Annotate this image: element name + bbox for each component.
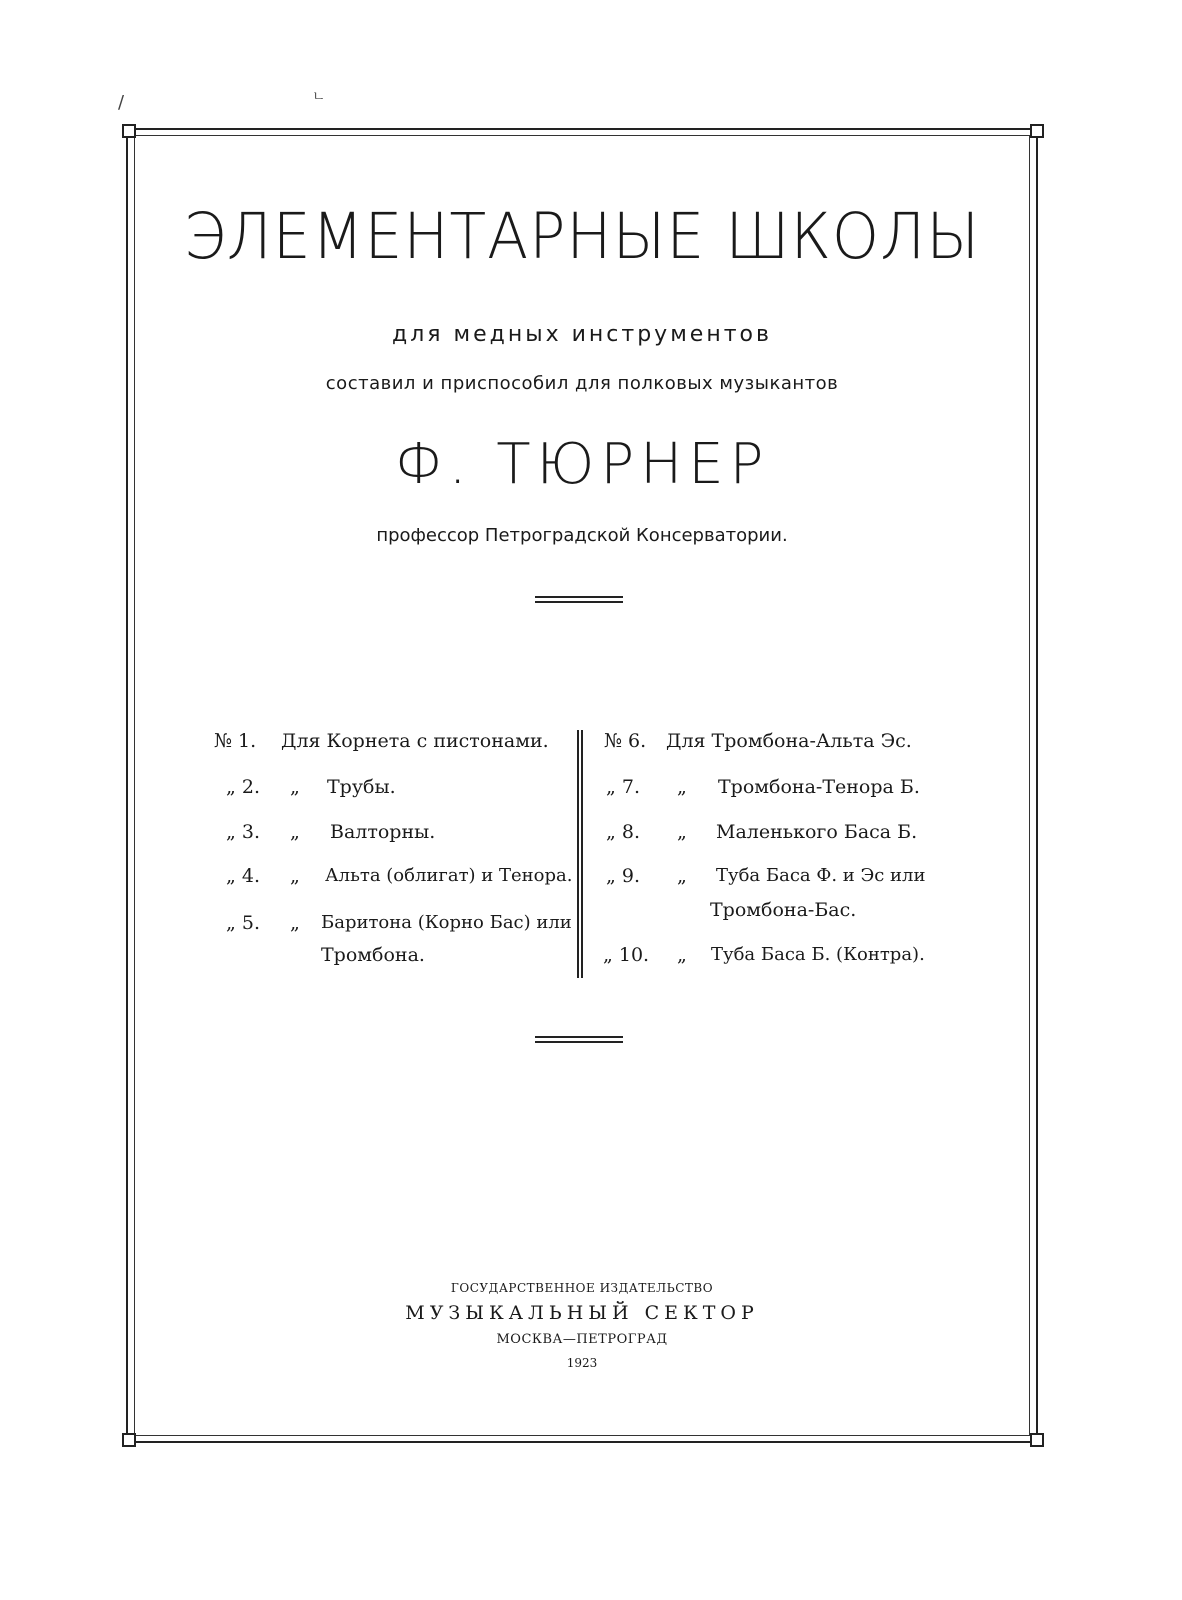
border-corner [1030,1433,1044,1447]
list-item-number: № 6. [604,730,647,752]
list-item-name: Трубы. [327,776,396,798]
stray-mark: ㄴ [312,89,326,105]
list-item-number: „ 7. [606,776,641,798]
list-item-number: „ 9. [606,865,641,887]
list-item-name: Тромбона-Тенора Б. [718,776,920,798]
list-item-name: Туба Баса Ф. и Эс или [716,865,926,886]
list-item-number: „ 10. [603,944,650,966]
publisher-sector: МУЗЫКАЛЬНЫЙ СЕКТОР [405,1302,759,1324]
list-item-name-continued: Тромбона-Бас. [710,899,857,921]
border-corner [122,1433,136,1447]
list-item-number: „ 5. [226,912,261,934]
publication-year: 1923 [566,1356,598,1370]
list-item-number: № 1. [214,730,257,752]
list-item-name: Маленького Баса Б. [716,821,918,843]
list-item-name-continued: Тромбона. [321,944,425,966]
list-item-name: Для Корнета с пистонами. [281,730,549,752]
list-item-number: „ 2. [226,776,261,798]
ditto-mark: „ [677,865,687,887]
ditto-mark: „ [290,865,300,887]
ditto-mark: „ [290,821,300,843]
author-name: Ф. ТЮРНЕР [394,432,770,497]
ditto-mark: „ [290,912,300,934]
author-title: профессор Петроградской Консерватории. [376,525,788,546]
list-item-number: „ 3. [226,821,261,843]
double-rule-divider [535,1036,623,1043]
page-title: ЭЛЕМЕНТАРНЫЕ ШКОЛЫ [183,200,981,274]
list-item-name: Туба Баса Б. (Контра). [711,944,925,965]
list-item-number: „ 4. [226,865,261,887]
column-divider [577,730,583,978]
publisher-cities: МОСКВА—ПЕТРОГРАД [496,1332,668,1347]
list-item-number: „ 8. [606,821,641,843]
list-item-name: Баритона (Корно Бас) или [321,912,572,933]
subtitle: для медных инструментов [392,322,772,347]
ditto-mark: „ [677,821,687,843]
double-rule-divider [535,596,623,603]
list-item-name: Альта (облигат) и Тенора. [325,865,573,886]
border-corner [122,124,136,138]
stray-mark: / [118,92,125,113]
ditto-mark: „ [677,776,687,798]
compiled-by: составил и приспособил для полковых музыкантов [325,373,839,394]
border-corner [1030,124,1044,138]
publisher-name: ГОСУДАРСТВЕННОЕ ИЗДАТЕЛЬСТВО [450,1281,714,1295]
ditto-mark: „ [677,944,687,966]
ditto-mark: „ [290,776,300,798]
list-item-name: Для Тромбона-Альта Эс. [666,730,912,752]
list-item-name: Валторны. [330,821,436,843]
